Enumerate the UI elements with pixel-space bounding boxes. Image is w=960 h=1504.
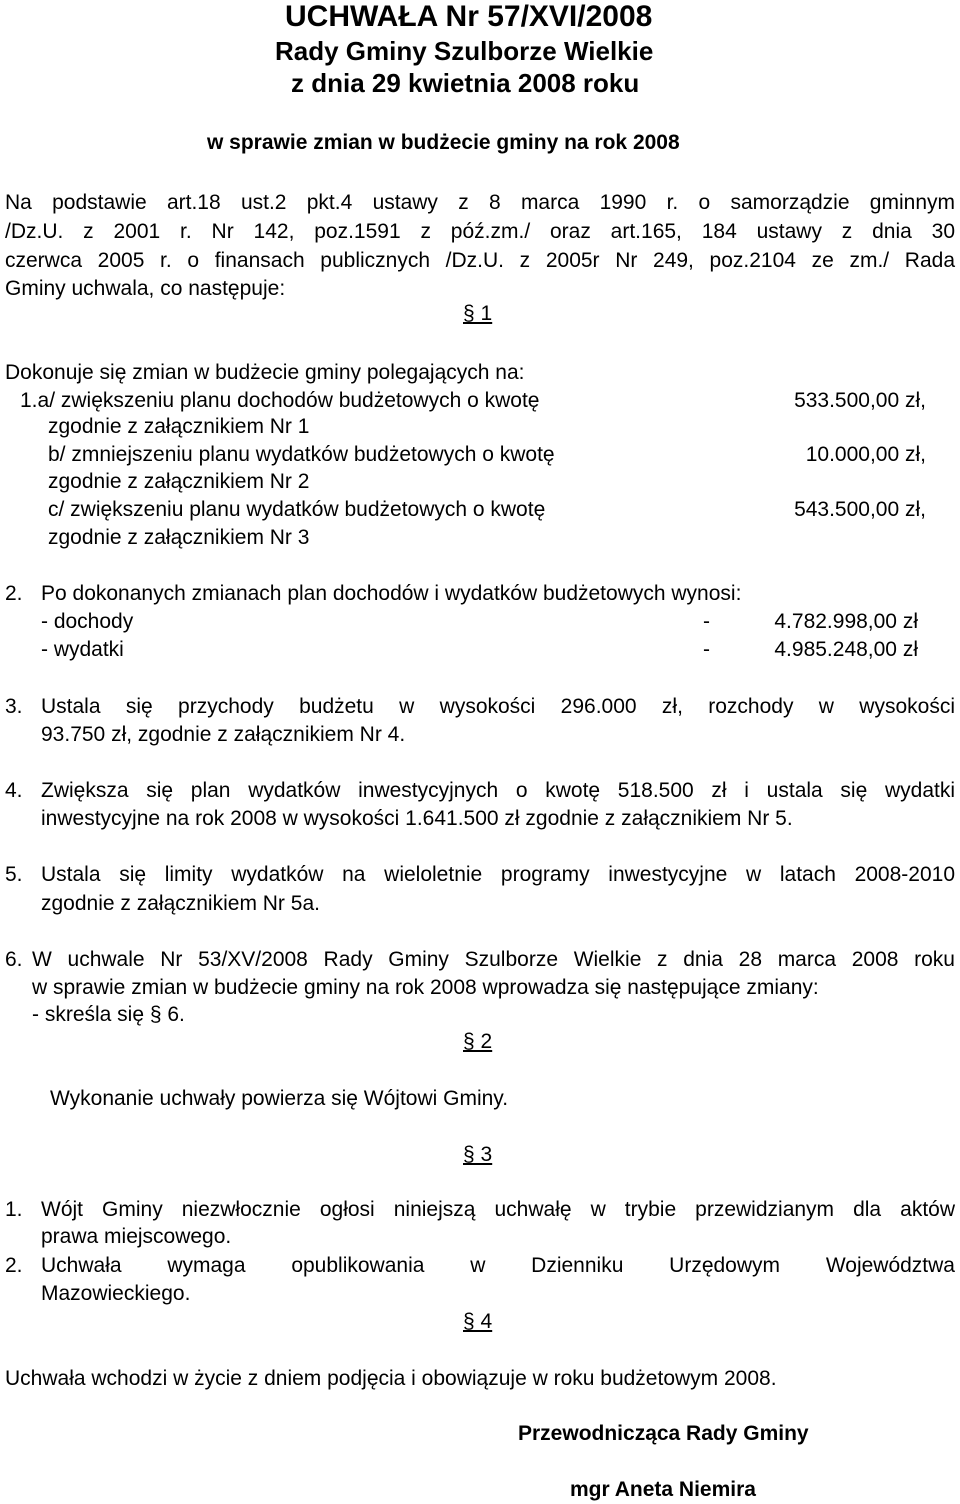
s3-p2-line-1: Uchwała wymaga opublikowania w Dzienniku Urzędowym Województwa <box>41 1254 955 1277</box>
s1-p5-line-2: zgodnie z załącznikiem Nr 5a. <box>41 892 320 915</box>
section-2-heading: § 2 <box>463 1030 493 1053</box>
s1-p2-text: Po dokonanych zmianach plan dochodów i wydatków budżetowych wynosi: <box>41 582 742 605</box>
s1-item-b-amount: 10.000,00 zł, <box>805 443 926 466</box>
s1-item-b-text: b/ zmniejszeniu planu wydatków budżetowych o kwotę <box>48 443 555 466</box>
s1-item-a-note: zgodnie z załącznikiem Nr 1 <box>48 415 310 438</box>
document-title: UCHWAŁA Nr 57/XVI/2008 <box>285 0 653 33</box>
preamble-line-2: /Dz.U. z 2001 r. Nr 142, poz.1591 z póź.zm./ oraz art.165, 184 ustawy z dnia 30 <box>5 220 955 243</box>
s1-item-a-amount: 533.500,00 zł, <box>794 389 926 412</box>
s4-text: Uchwała wchodzi w życie z dniem podjęcia i obowiązuje w roku budżetowym 2008. <box>5 1367 777 1390</box>
s3-p1-number: 1. <box>5 1198 23 1221</box>
signature-name: mgr Aneta Niemira <box>570 1478 756 1501</box>
dochody-label: - dochody <box>41 610 134 633</box>
wydatki-dash: - <box>703 638 710 661</box>
s1-p4-number: 4. <box>5 779 23 802</box>
s1-item-c-amount: 543.500,00 zł, <box>794 498 926 521</box>
s1-p6-line-3: - skreśla się § 6. <box>32 1003 185 1026</box>
section-4-heading: § 4 <box>463 1310 493 1333</box>
s1-intro: Dokonuje się zmian w budżecie gminy polegających na: <box>5 361 525 384</box>
s1-p3-line-1: Ustala się przychody budżetu w wysokości 296.000 zł, rozchody w wysokości <box>41 695 955 718</box>
s3-p1-line-2: prawa miejscowego. <box>41 1225 232 1248</box>
s1-p5-number: 5. <box>5 863 23 886</box>
s1-p4-line-2: inwestycyjne na rok 2008 w wysokości 1.641.500 zł zgodnie z załącznikiem Nr 5. <box>41 807 793 830</box>
section-1-heading: § 1 <box>463 302 493 325</box>
s1-item-a-text: 1.a/ zwiększeniu planu dochodów budżetowych o kwotę <box>20 389 540 412</box>
s1-p6-number: 6. <box>5 948 23 971</box>
resolution-subject: w sprawie zmian w budżecie gminy na rok 2008 <box>207 131 680 154</box>
preamble-line-1: Na podstawie art.18 ust.2 pkt.4 ustawy z 8 marca 1990 r. o samorządzie gminnym <box>5 191 955 214</box>
preamble-line-3: czerwca 2005 r. o finansach publicznych /Dz.U. z 2005r Nr 249, poz.2104 ze zm./ Rada <box>5 249 955 272</box>
dochody-value: 4.782.998,00 zł <box>774 610 918 633</box>
s1-p5-line-1: Ustala się limity wydatków na wieloletnie programy inwestycyjne w latach 2008-2010 <box>41 863 955 886</box>
s1-p2-number: 2. <box>5 582 23 605</box>
preamble-line-4: Gminy uchwala, co następuje: <box>5 277 286 300</box>
council-name: Rady Gminy Szulborze Wielkie <box>275 36 654 66</box>
resolution-date: z dnia 29 kwietnia 2008 roku <box>291 68 640 98</box>
s3-p1-line-1: Wójt Gminy niezwłocznie ogłosi niniejszą uchwałę w trybie przewidzianym dla aktów <box>41 1198 955 1221</box>
s1-item-c-note: zgodnie z załącznikiem Nr 3 <box>48 526 310 549</box>
s1-p6-line-2: w sprawie zmian w budżecie gminy na rok 2008 wprowadza się następujące zmiany: <box>32 976 819 999</box>
s2-text: Wykonanie uchwały powierza się Wójtowi Gminy. <box>50 1087 509 1110</box>
s1-p6-line-1: W uchwale Nr 53/XV/2008 Rady Gminy Szulborze Wielkie z dnia 28 marca 2008 roku <box>32 948 955 971</box>
section-3-heading: § 3 <box>463 1143 493 1166</box>
s3-p2-number: 2. <box>5 1254 23 1277</box>
s1-item-b-note: zgodnie z załącznikiem Nr 2 <box>48 470 310 493</box>
s1-p4-line-1: Zwiększa się plan wydatków inwestycyjnych o kwotę 518.500 zł i ustala się wydatki <box>41 779 955 802</box>
s1-p3-line-2: 93.750 zł, zgodnie z załącznikiem Nr 4. <box>41 723 406 746</box>
s3-p2-line-2: Mazowieckiego. <box>41 1282 191 1305</box>
wydatki-label: - wydatki <box>41 638 124 661</box>
dochody-dash: - <box>703 610 710 633</box>
wydatki-value: 4.985.248,00 zł <box>774 638 918 661</box>
signature-role: Przewodnicząca Rady Gminy <box>518 1422 809 1445</box>
s1-item-c-text: c/ zwiększeniu planu wydatków budżetowych o kwotę <box>48 498 546 521</box>
s1-p3-number: 3. <box>5 695 23 718</box>
